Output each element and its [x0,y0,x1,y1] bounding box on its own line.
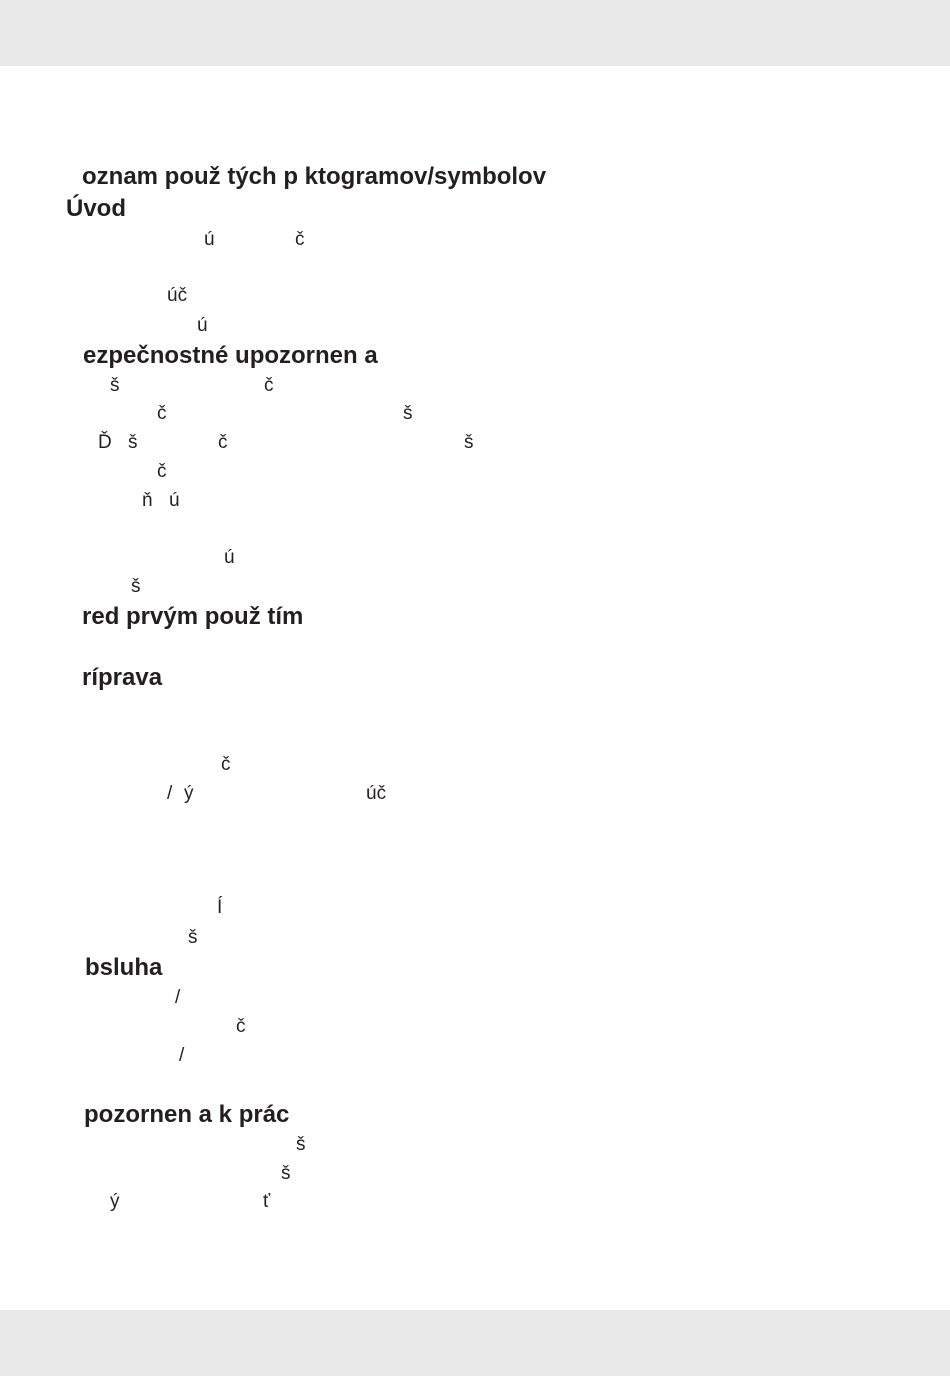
text-fragment: š [281,1163,291,1184]
text-fragment: č [236,1016,246,1037]
top-margin-band [0,0,950,66]
text-fragment: Ď [98,432,112,453]
heading-safety: ezpečnostné upozornen a [83,342,378,369]
text-fragment: ý [110,1191,120,1212]
text-fragment: ť [263,1191,271,1212]
text-fragment: č [264,375,274,396]
text-fragment: Í [217,897,223,918]
bottom-margin-band [0,1310,950,1376]
heading-intro: Úvod [66,195,126,222]
text-fragment: š [296,1134,306,1155]
text-fragment: úč [366,783,387,804]
text-fragment: č [295,229,305,250]
text-fragment: / [167,783,173,804]
heading-operation: bsluha [85,954,163,981]
heading-before-first-use: red prvým použ tím [82,603,304,630]
text-fragment: ú [224,547,235,568]
text-fragment: úč [167,285,188,306]
heading-preparation: ríprava [82,664,163,691]
text-fragment: š [464,432,474,453]
text-fragment: ý [184,783,194,804]
text-fragment: / [175,987,181,1008]
text-fragment: č [221,754,231,775]
text-fragment: š [403,403,413,424]
text-fragment: č [157,403,167,424]
text-fragment: š [188,927,198,948]
heading-work-notes: pozornen a k prác [84,1101,290,1128]
text-fragment: ň [142,490,153,511]
text-fragment: č [218,432,228,453]
text-fragment: š [131,576,141,597]
text-fragment: š [110,375,120,396]
text-fragment: ú [204,229,215,250]
heading-pictogram-list: oznam použ tých p ktogramov/symbolov [82,163,547,190]
text-fragment: ú [169,490,180,511]
text-fragment: ú [197,315,208,336]
text-fragment: č [157,461,167,482]
text-fragment: / [179,1045,185,1066]
text-fragment: š [128,432,138,453]
